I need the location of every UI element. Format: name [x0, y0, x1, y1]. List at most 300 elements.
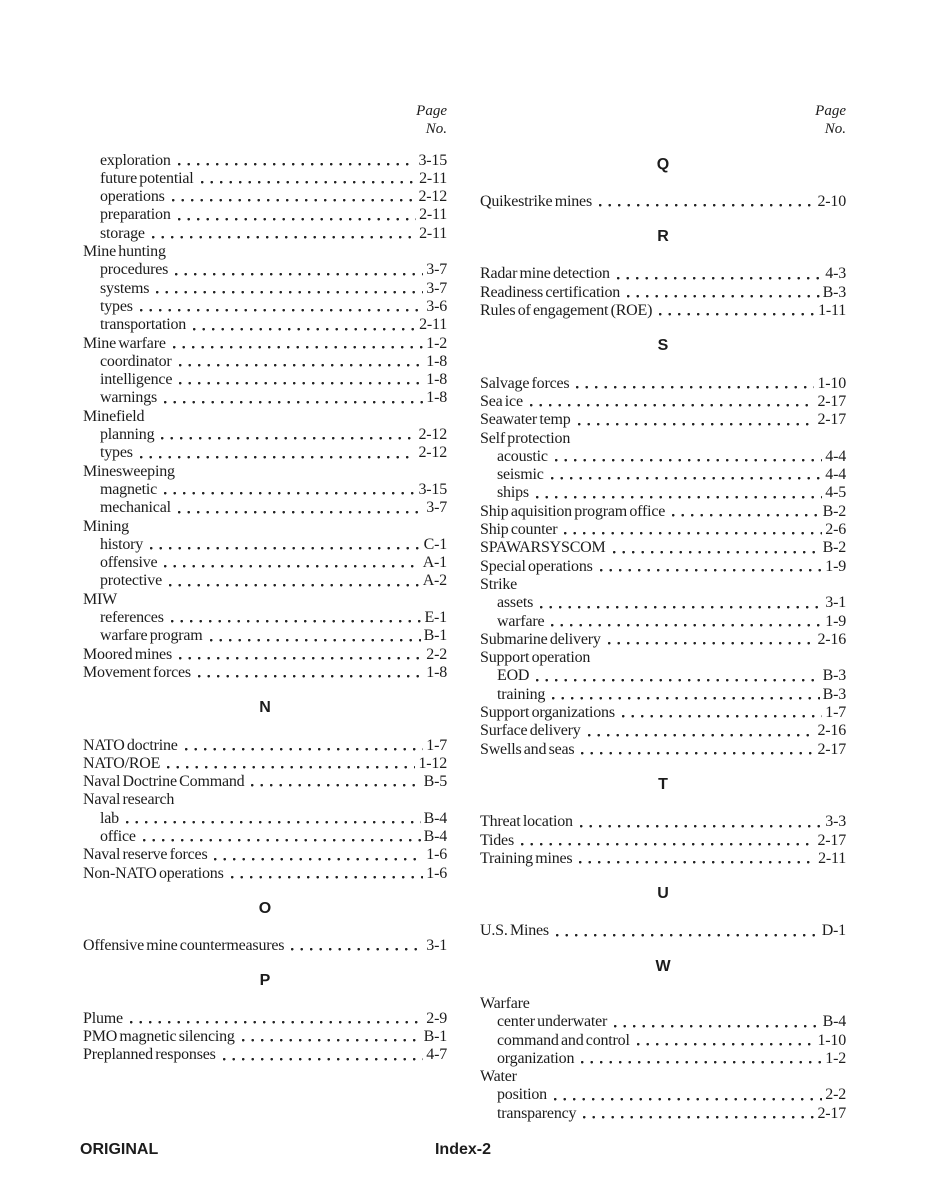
dot-leader — [579, 861, 815, 864]
entry-label: ships — [497, 484, 529, 502]
entry-page-number: 1-8 — [426, 389, 447, 407]
entry-label: Minefield — [83, 407, 145, 425]
entry-page-number: 1-7 — [825, 704, 846, 722]
entry-group — [83, 937, 447, 955]
index-entry — [480, 741, 846, 759]
dot-leader — [672, 514, 819, 517]
entry-page-number: 1-8 — [426, 352, 447, 370]
entry-label: history — [100, 535, 144, 553]
index-entry — [480, 631, 846, 649]
index-entry — [83, 280, 447, 298]
entry-page-number: 1-10 — [817, 1031, 846, 1049]
entry-label: procedures — [100, 261, 169, 279]
dot-leader — [576, 386, 814, 389]
entry-label: Ship aquisition program office — [480, 502, 666, 520]
section-letter-P: P — [259, 972, 271, 990]
index-entry — [83, 755, 447, 773]
dot-leader — [614, 1025, 819, 1028]
entry-page-number: 1-9 — [825, 612, 846, 630]
dot-leader — [617, 277, 822, 280]
index-entry — [480, 1068, 846, 1086]
dot-leader — [613, 551, 820, 554]
entry-label: Submarine delivery — [480, 630, 601, 648]
entry-page-number: 1-2 — [426, 334, 447, 352]
index-entry — [83, 664, 447, 682]
entry-label: Preplanned responses — [83, 1046, 216, 1064]
index-entry — [83, 389, 447, 407]
dot-leader — [193, 328, 416, 331]
page-no-header-line1: Page — [416, 103, 447, 119]
entry-label: command and control — [497, 1031, 630, 1049]
dot-leader — [291, 948, 423, 951]
entry-page-number: 3-7 — [426, 279, 447, 297]
entry-label: Tides — [480, 831, 514, 849]
entry-label: Seawater temp — [480, 411, 571, 429]
entry-label: EOD — [497, 667, 530, 685]
index-entry — [480, 503, 846, 521]
entry-label: NATO doctrine — [83, 736, 178, 754]
entry-page-number: B-2 — [822, 502, 846, 520]
entry-page-number: B-2 — [822, 539, 846, 557]
entry-label: U.S. Mines — [480, 922, 549, 940]
dot-leader — [210, 639, 421, 642]
index-entry — [480, 667, 846, 685]
entry-page-number: 1-10 — [817, 374, 846, 392]
index-entry — [480, 613, 846, 631]
section-letter-T: T — [658, 775, 668, 793]
entry-label: Strike — [480, 575, 518, 593]
dot-leader — [130, 1021, 423, 1024]
dot-leader — [588, 734, 815, 737]
index-entry — [83, 444, 447, 462]
index-entry — [480, 448, 846, 466]
index-entry — [83, 408, 447, 426]
dot-leader — [583, 1116, 814, 1119]
index-entry — [83, 536, 447, 554]
index-entry — [83, 937, 447, 955]
entry-page-number: 2-2 — [426, 645, 447, 663]
entry-page-number: 1-8 — [426, 663, 447, 681]
entry-group — [480, 813, 846, 868]
dot-leader — [552, 697, 819, 700]
entry-label: Support organizations — [480, 704, 615, 722]
entry-label: intelligence — [100, 371, 173, 389]
index-entry — [83, 371, 447, 389]
dot-leader — [581, 752, 814, 755]
dot-leader — [536, 679, 819, 682]
entry-page-number: 2-17 — [817, 392, 846, 410]
index-entry — [480, 1032, 846, 1050]
entry-label: training — [497, 685, 546, 703]
entry-page-number: 2-12 — [418, 188, 447, 206]
dot-leader — [564, 532, 822, 535]
entry-page-number: 2-11 — [419, 224, 447, 242]
index-column-left — [83, 102, 447, 1065]
entry-label: mechanical — [100, 499, 171, 517]
entry-label: protective — [100, 572, 162, 590]
entry-label: Non-NATO operations — [83, 864, 224, 882]
entry-label: Mine warfare — [83, 334, 166, 352]
index-entry — [480, 430, 846, 448]
entry-label: transportation — [100, 316, 187, 334]
entry-label: Water — [480, 1068, 517, 1086]
entry-page-number: 2-17 — [817, 411, 846, 429]
dot-leader — [214, 858, 423, 861]
entry-label: Naval reserve forces — [83, 846, 208, 864]
entry-page-number: B-4 — [822, 1013, 846, 1031]
entry-page-number: 3-15 — [418, 480, 447, 498]
dot-leader — [178, 511, 423, 514]
dot-leader — [152, 236, 416, 239]
entry-label: types — [100, 297, 133, 315]
entry-page-number: 1-6 — [426, 846, 447, 864]
entry-label: exploration — [100, 151, 171, 169]
entry-page-number: 3-1 — [426, 937, 447, 955]
entry-page-number: 2-17 — [817, 1104, 846, 1122]
dot-leader — [179, 657, 423, 660]
footer-page-number: Index-2 — [434, 1141, 491, 1158]
entry-label: transparency — [497, 1104, 577, 1122]
index-entry — [83, 646, 447, 664]
dot-leader — [179, 382, 423, 385]
entry-page-number: 2-2 — [825, 1086, 846, 1104]
section-letter-S: S — [657, 337, 669, 355]
index-entry — [83, 791, 447, 809]
index-entry — [83, 188, 447, 206]
entry-label: Sea ice — [480, 392, 523, 410]
entry-page-number: B-4 — [423, 827, 447, 845]
entry-page-number: B-1 — [423, 627, 447, 645]
index-entry — [83, 152, 447, 170]
index-entry — [83, 518, 447, 536]
entry-page-number: 2-16 — [817, 722, 846, 740]
index-entry — [480, 539, 846, 557]
entry-page-number: B-3 — [822, 667, 846, 685]
entry-group — [480, 193, 846, 211]
dot-leader — [156, 291, 423, 294]
entry-label: warfare program — [100, 627, 203, 645]
dot-leader — [185, 748, 424, 751]
entry-label: magnetic — [100, 480, 158, 498]
dot-leader — [556, 934, 819, 937]
dot-leader — [178, 218, 416, 221]
index-entry — [480, 1050, 846, 1068]
entry-label: center underwater — [497, 1013, 608, 1031]
index-entry — [480, 1105, 846, 1123]
entry-page-number: 2-11 — [419, 169, 447, 187]
index-entry — [480, 411, 846, 429]
entry-label: Readiness certification — [480, 283, 621, 301]
entry-label: Minesweeping — [83, 462, 175, 480]
entry-label: Self protection — [480, 429, 571, 447]
entry-label: warnings — [100, 389, 158, 407]
entry-page-number: E-1 — [424, 609, 447, 627]
dot-leader — [599, 204, 815, 207]
index-entry — [480, 686, 846, 704]
index-entry — [83, 846, 447, 864]
entry-page-number: 1-2 — [825, 1049, 846, 1067]
entry-label: organization — [497, 1049, 575, 1067]
index-entry — [480, 284, 846, 302]
index-entry — [83, 463, 447, 481]
dot-leader — [167, 766, 415, 769]
index-entry — [83, 316, 447, 334]
index-entry — [83, 1010, 447, 1028]
dot-leader — [600, 569, 823, 572]
index-entry — [480, 484, 846, 502]
dot-leader — [179, 364, 424, 367]
index-entry — [480, 558, 846, 576]
entry-label: assets — [497, 594, 534, 612]
index-entry — [480, 375, 846, 393]
index-entry — [480, 265, 846, 283]
entry-label: SPAWARSYSCOM — [480, 539, 606, 557]
entry-page-number: B-5 — [423, 773, 447, 791]
entry-label: Swells and seas — [480, 740, 575, 758]
page-no-header — [480, 102, 846, 139]
index-entry — [83, 810, 447, 828]
dot-leader — [140, 456, 416, 459]
index-entry — [480, 193, 846, 211]
entry-label: MIW — [83, 590, 118, 608]
dot-leader — [201, 181, 417, 184]
index-entry — [83, 261, 447, 279]
index-entry — [480, 649, 846, 667]
page-no-header — [83, 102, 447, 139]
index-entry — [83, 773, 447, 791]
entry-page-number: B-3 — [822, 283, 846, 301]
entry-label: types — [100, 444, 133, 462]
entry-page-number: D-1 — [821, 922, 846, 940]
section-letter-R: R — [657, 228, 669, 246]
index-entry — [83, 1046, 447, 1064]
page-no-header-line1: Page — [815, 103, 846, 119]
entry-label: lab — [100, 809, 119, 827]
section-letter-Q: Q — [656, 155, 670, 173]
entry-label: operations — [100, 188, 165, 206]
index-entry — [480, 594, 846, 612]
footer-original-label: ORIGINAL — [80, 1141, 159, 1158]
section-letter-O: O — [258, 899, 272, 917]
dot-leader — [251, 784, 420, 787]
entry-page-number: 2-17 — [817, 831, 846, 849]
index-entry — [83, 481, 447, 499]
dot-leader — [551, 477, 823, 480]
dot-leader — [169, 584, 420, 587]
dot-leader — [622, 715, 822, 718]
dot-leader — [242, 1039, 421, 1042]
entry-page-number: 1-11 — [818, 302, 846, 320]
entry-label: Plume — [83, 1009, 123, 1027]
entry-label: Threat location — [480, 813, 573, 831]
dot-leader — [171, 620, 422, 623]
entry-label: offensive — [100, 554, 158, 572]
entry-page-number: 3-15 — [418, 151, 447, 169]
dot-leader — [126, 821, 421, 824]
index-entry — [480, 813, 846, 831]
entry-label: warfare — [497, 612, 545, 630]
entry-page-number: C-1 — [423, 535, 447, 553]
entry-page-number: 2-12 — [418, 426, 447, 444]
entry-label: storage — [100, 224, 145, 242]
entry-page-number: 1-8 — [426, 371, 447, 389]
index-entry — [480, 521, 846, 539]
entry-label: coordinator — [100, 352, 172, 370]
dot-leader — [578, 423, 815, 426]
dot-leader — [164, 492, 415, 495]
dot-leader — [608, 642, 815, 645]
index-entry — [83, 426, 447, 444]
entry-page-number: 2-9 — [426, 1009, 447, 1027]
dot-leader — [173, 346, 424, 349]
dot-leader — [659, 313, 815, 316]
index-entry — [480, 1013, 846, 1031]
entry-group — [83, 152, 447, 683]
dot-leader — [178, 163, 416, 166]
entry-label: Moored mines — [83, 645, 172, 663]
entry-page-number: 3-1 — [825, 594, 846, 612]
index-entry — [83, 591, 447, 609]
index-entry — [480, 832, 846, 850]
entry-label: Salvage forces — [480, 374, 570, 392]
entry-page-number: 4-4 — [825, 447, 846, 465]
entry-page-number: 2-11 — [818, 849, 846, 867]
dot-leader — [530, 404, 815, 407]
index-entry — [83, 1028, 447, 1046]
entry-page-number: 2-10 — [817, 192, 846, 210]
dot-leader — [140, 309, 423, 312]
index-entry — [83, 828, 447, 846]
entry-page-number: B-3 — [822, 685, 846, 703]
entry-label: Mining — [83, 517, 129, 535]
page-no-header-line2: No. — [824, 121, 846, 138]
index-entry — [83, 737, 447, 755]
index-entry — [480, 850, 846, 868]
dot-leader — [540, 606, 822, 609]
dot-leader — [164, 565, 419, 568]
entry-label: planning — [100, 426, 155, 444]
index-entry — [83, 335, 447, 353]
entry-page-number: A-2 — [422, 572, 447, 590]
dot-leader — [143, 839, 421, 842]
entry-page-number: 2-17 — [817, 740, 846, 758]
index-entry — [83, 499, 447, 517]
entry-page-number: 3-3 — [825, 813, 846, 831]
entry-label: future potential — [100, 169, 194, 187]
index-entry — [480, 722, 846, 740]
entry-page-number: 1-9 — [825, 557, 846, 575]
entry-page-number: 3-7 — [426, 261, 447, 279]
entry-label: Quikestrike mines — [480, 192, 592, 210]
index-entry — [83, 572, 447, 590]
entry-label: Radar mine detection — [480, 265, 610, 283]
dot-leader — [161, 437, 415, 440]
entry-label: Special operations — [480, 557, 593, 575]
dot-leader — [223, 1058, 424, 1061]
index-entry — [83, 865, 447, 883]
dot-leader — [637, 1043, 815, 1046]
dot-leader — [198, 675, 423, 678]
entry-page-number: B-1 — [423, 1028, 447, 1046]
index-entry — [480, 995, 846, 1013]
entry-label: Surface delivery — [480, 722, 581, 740]
entry-label: position — [497, 1086, 547, 1104]
entry-page-number: 4-7 — [426, 1046, 447, 1064]
index-entry — [83, 554, 447, 572]
entry-label: Ship counter — [480, 521, 558, 539]
dot-leader — [580, 825, 822, 828]
page-no-header-line2: No. — [425, 121, 447, 138]
entry-group — [480, 995, 846, 1123]
entry-label: NATO/ROE — [83, 754, 161, 772]
entry-label: Support operation — [480, 649, 591, 667]
dot-leader — [150, 547, 421, 550]
index-entry — [83, 225, 447, 243]
entry-page-number: 2-12 — [418, 444, 447, 462]
section-letter-W: W — [655, 957, 671, 975]
entry-label: Rules of engagement (ROE) — [480, 302, 653, 320]
entry-group — [480, 265, 846, 320]
dot-leader — [175, 273, 423, 276]
entry-label: preparation — [100, 206, 171, 224]
entry-label: Warfare — [480, 994, 530, 1012]
entry-page-number: A-1 — [422, 554, 447, 572]
entry-label: PMO magnetic silencing — [83, 1028, 235, 1046]
entry-page-number: 2-16 — [817, 630, 846, 648]
index-entry — [83, 243, 447, 261]
dot-leader — [172, 199, 416, 202]
entry-page-number: 4-3 — [825, 265, 846, 283]
entry-group — [83, 1010, 447, 1065]
dot-leader — [554, 1098, 822, 1101]
entry-label: Offensive mine countermeasures — [83, 937, 285, 955]
entry-page-number: 3-6 — [426, 297, 447, 315]
entry-group — [83, 737, 447, 883]
entry-label: Movement forces — [83, 663, 191, 681]
entry-label: Naval research — [83, 791, 175, 809]
section-letter-U: U — [657, 885, 669, 903]
dot-leader — [231, 876, 424, 879]
index-entry — [83, 298, 447, 316]
index-entry — [480, 704, 846, 722]
index-column-right — [480, 102, 846, 1123]
entry-label: Mine hunting — [83, 243, 166, 261]
dot-leader — [581, 1061, 822, 1064]
entry-label: office — [100, 827, 136, 845]
entry-label: seismic — [497, 466, 544, 484]
index-entry — [83, 609, 447, 627]
index-entry — [480, 576, 846, 594]
index-entry — [83, 353, 447, 371]
dot-leader — [555, 459, 822, 462]
dot-leader — [536, 496, 822, 499]
index-entry — [480, 1086, 846, 1104]
entry-page-number: 2-6 — [825, 521, 846, 539]
index-entry — [83, 206, 447, 224]
index-entry — [480, 302, 846, 320]
section-letter-N: N — [259, 699, 271, 717]
entry-group — [480, 922, 846, 940]
dot-leader — [521, 843, 814, 846]
index-entry — [83, 627, 447, 645]
entry-page-number: 3-7 — [426, 499, 447, 517]
dot-leader — [164, 401, 423, 404]
entry-group — [480, 375, 846, 759]
entry-page-number: 1-12 — [418, 754, 447, 772]
entry-page-number: 1-6 — [426, 864, 447, 882]
dot-leader — [551, 624, 822, 627]
index-entry — [83, 170, 447, 188]
